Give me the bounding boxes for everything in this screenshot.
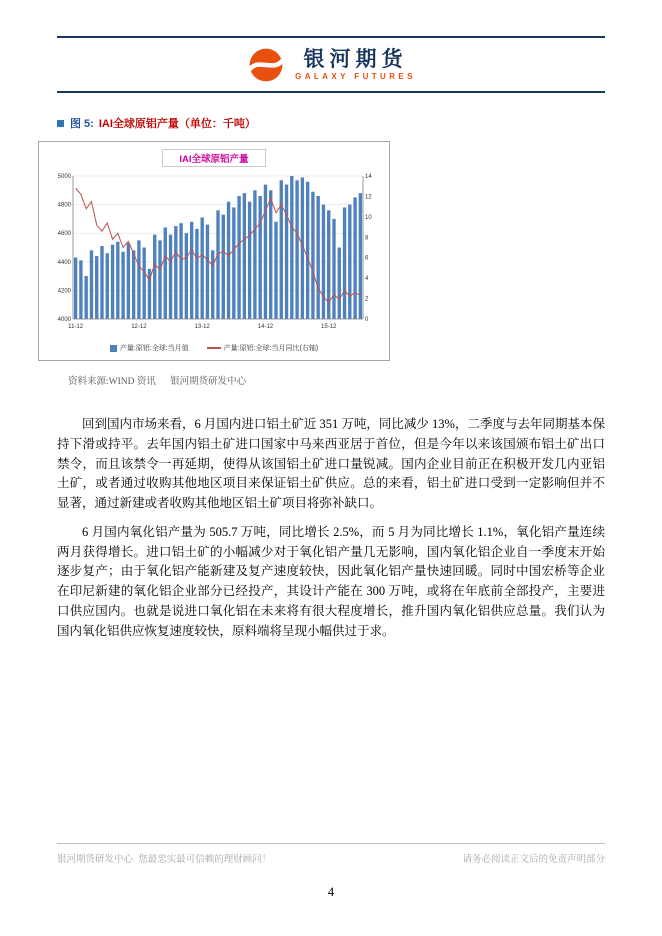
svg-text:8: 8 [365, 235, 369, 242]
svg-text:14: 14 [365, 174, 372, 180]
footer-disclaimer-note: 请务必阅读正文后的免责声明部分 [462, 854, 605, 865]
chart-title: IAI全球原铝产量 [162, 149, 265, 167]
footer-slogan: 银河期货研发中心 您最忠实最可信赖的理财顾问！ [57, 854, 272, 865]
aluminum-production-chart [43, 169, 385, 341]
data-source-note: 资料来源:WIND 资讯 银河期货研发中心 [68, 377, 247, 387]
chart-legend [43, 341, 385, 356]
figure-caption [57, 115, 605, 131]
svg-text:12: 12 [365, 194, 372, 201]
paragraph-bauxite-imports: 回到国内市场来看，6 月国内进口铝土矿近 351 万吨，同比减少 13%，二季度与去年同期基本保持下滑或持平。去年国内铝土矿进口国家中马来西亚居于首位，但是今年以来该国颁布铝土矿出口禁令，而且该禁令一再延期，使得从该国铝土矿进口量锐减。国内企业目前正在积极开发几内亚铝土矿，或者通过收购其他地区项目来保证铝土矿供应。总的来看，铝土矿进口受到一定影响但并不显著，通过新建或者收购其他地区铝土矿项目将弥补缺口。 [57, 417, 605, 510]
svg-text:4600: 4600 [57, 231, 71, 238]
header-bottom-rule [57, 91, 605, 93]
page-footer [0, 843, 662, 900]
legend-item-line [207, 343, 319, 353]
chart-container [38, 141, 390, 361]
paragraph-alumina-production: 6 月国内氧化铝产量为 505.7 万吨，同比增长 2.5%，而 5 月为同比增长 1.1%，氧化铝产量连续两月获得增长。进口铝土矿的小幅减少对于氧化铝产量几无影响，国内氧化铝企业自一季度末开始逐步复产；由于氧化铝产能新建及复产速度较快，因此氧化铝产量快速回暖。同时中国宏桥等企业在印尼新建的氧化铝企业部分已经投产，其设计产能在 300 万吨，或将在年底前全部投产，主要进口供应国内。也就是说进口氧化铝在未来将有很大程度增长，推升国内氧化铝供应总量。我们认为国内氧化铝供应恢复速度较快，原料端将呈现小幅供过于求。 [57, 524, 605, 638]
page-number: 4 [327, 885, 335, 899]
svg-text:4000: 4000 [57, 317, 71, 323]
svg-text:12-12: 12-12 [131, 324, 147, 330]
svg-text:14-12: 14-12 [257, 324, 274, 330]
brand-name-english: GALAXY FUTURES [295, 71, 416, 81]
svg-text:13-12: 13-12 [194, 324, 210, 330]
brand-name-chinese: 银河期货 [303, 47, 408, 71]
bar-series-label: 产量:原铝:全球:当月值 [119, 345, 189, 352]
report-body [57, 415, 605, 641]
caption-bullet-icon [57, 120, 64, 127]
svg-text:5000: 5000 [57, 174, 71, 180]
chart-title-wrap [43, 149, 385, 167]
svg-text:11-12: 11-12 [68, 324, 84, 330]
svg-text:4200: 4200 [57, 288, 71, 295]
svg-text:4: 4 [365, 276, 369, 283]
svg-text:4800: 4800 [57, 202, 71, 209]
line-series-swatch [207, 347, 221, 349]
footer-row [57, 851, 605, 865]
bar-series-swatch [110, 345, 117, 352]
figure-label: 图 5: [70, 118, 94, 130]
brand-text [295, 49, 416, 81]
line-series-label: 产量:原铝:全球:当月同比(右轴) [223, 345, 319, 352]
svg-text:10: 10 [365, 214, 372, 221]
svg-text:15-12: 15-12 [321, 324, 337, 330]
galaxy-futures-logo [0, 38, 662, 91]
figure-title: IAI全球原铝产量（单位：千吨） [98, 118, 256, 130]
footer-rule [57, 843, 605, 844]
legend-item-bars [110, 343, 189, 353]
svg-text:4400: 4400 [57, 259, 71, 266]
svg-text:2: 2 [365, 296, 369, 303]
page-header [0, 0, 662, 93]
svg-text:0: 0 [365, 317, 369, 323]
svg-text:6: 6 [365, 255, 369, 262]
galaxy-swirl-icon [246, 45, 286, 85]
